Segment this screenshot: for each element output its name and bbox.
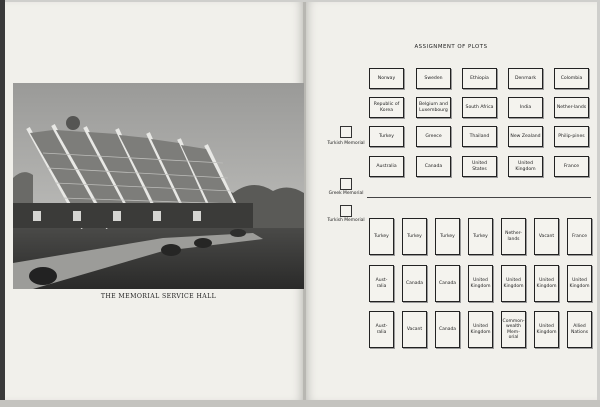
plot-box: Aust-ralia	[369, 311, 394, 348]
page-title: ASSIGNMENT OF PLOTS	[414, 44, 488, 50]
plot-box: Allied Nations	[567, 311, 592, 348]
memorial-hall-photo	[13, 83, 304, 289]
photo-caption: THE MEMORIAL SERVICE HALL	[100, 293, 217, 300]
greek-memorial-label: Greek Memorial	[328, 191, 364, 196]
plot-box: Philip-pines	[554, 126, 589, 147]
plot-box: New Zealand	[508, 126, 543, 147]
plot-box: India	[508, 97, 543, 118]
plot-box: Canada	[435, 311, 460, 348]
plot-box: France	[567, 218, 592, 255]
plot-box: Greece	[416, 126, 451, 147]
plot-box: Sweden	[416, 68, 451, 89]
plot-box: Turkey	[369, 218, 394, 255]
plot-box: Ethiopia	[462, 68, 497, 89]
plot-box: United Kingdom	[534, 311, 559, 348]
turkish-memorial-label-bottom: Turkish Memorial	[327, 218, 365, 223]
plot-box: Belgium and Luxembourg	[416, 97, 451, 118]
plot-box: United Kingdom	[508, 156, 543, 177]
plot-box: Common-wealth Mem-orial	[501, 311, 526, 348]
plot-box: Colombia	[554, 68, 589, 89]
plot-box: Turkey	[468, 218, 493, 255]
plot-box: United Kingdom	[501, 265, 526, 302]
plot-box: Turkey	[435, 218, 460, 255]
turkish-memorial-marker-bottom	[340, 205, 352, 217]
plot-box: United Kingdom	[567, 265, 592, 302]
plot-box: Vacant	[534, 218, 559, 255]
turkish-memorial-marker	[340, 126, 352, 138]
plot-box: United Kingdom	[468, 311, 493, 348]
plot-box: Norway	[369, 68, 404, 89]
plot-box: Vacant	[402, 311, 427, 348]
plot-box: Nether-lands	[554, 97, 589, 118]
plot-box: United Kingdom	[468, 265, 493, 302]
plot-box: Denmark	[508, 68, 543, 89]
plot-box: Canada	[416, 156, 451, 177]
plot-box: Nether-lands	[501, 218, 526, 255]
plot-box: Thailand	[462, 126, 497, 147]
plot-box: United Kingdom	[534, 265, 559, 302]
page-bottom-edge	[0, 400, 600, 407]
section-divider	[367, 197, 591, 198]
greek-memorial-marker	[340, 178, 352, 190]
plot-box: Republic of Korea	[369, 97, 404, 118]
plot-box: Canada	[435, 265, 460, 302]
plot-box: France	[554, 156, 589, 177]
plot-box: South Africa	[462, 97, 497, 118]
plot-box: Turkey	[402, 218, 427, 255]
plot-box: Australia	[369, 156, 404, 177]
plot-box: Aust-ralia	[369, 265, 394, 302]
plot-box: Canada	[402, 265, 427, 302]
turkish-memorial-label-top: Turkish Memorial	[327, 141, 365, 146]
plot-box: Turkey	[369, 126, 404, 147]
plot-box: United States	[462, 156, 497, 177]
